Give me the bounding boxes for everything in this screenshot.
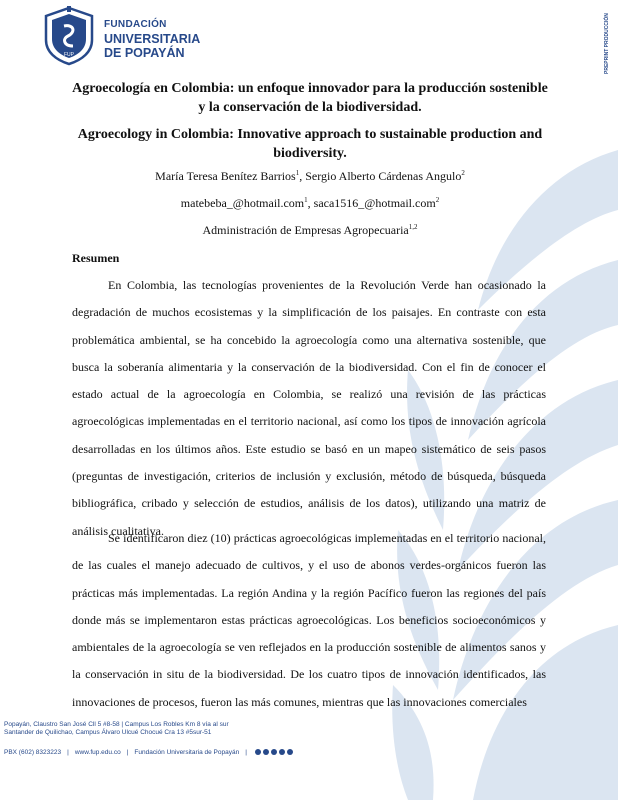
resumen-heading: Resumen [72,251,120,265]
email-1[interactable]: matebeba_@hotmail.com [180,196,305,210]
footer-address-1: Popayán, Claustro San José Cll 5 #8-58 | Campus Los Robles Km 8 vía al sur [4,721,229,728]
email-1-sup: 1 [304,196,308,204]
emails-line [70,196,550,211]
social-icon[interactable] [287,749,293,755]
footer-org: Fundación Universitaria de Popayán [134,749,240,756]
email-2[interactable]: saca1516_@hotmail.com [313,196,436,210]
affiliation-line [70,223,550,238]
footer-website-link[interactable]: www.fup.edu.co [74,749,121,756]
footer-address [4,721,564,737]
title-spanish: Agroecología en Colombia: un enfoque innovador para la producción sostenible y la conservación de la biodiversidad. [72,81,548,115]
social-icon[interactable] [271,749,277,755]
logo-line-1: FUNDACIÓN [104,19,167,30]
emails-separator: , [307,196,314,210]
shield-icon [40,6,98,66]
footer-contact-bar [4,749,564,756]
logo-line-2: UNIVERSITARIA [104,32,201,46]
footer-phone: PBX (602) 8323223 [4,749,62,756]
social-icon[interactable] [263,749,269,755]
footer-address-2: Santander de Quilichao, Campus Álvaro Ulcué Chocué Cra 13 #5sur-51 [4,729,212,736]
author-1: María Teresa Benítez Barrios [155,169,296,183]
side-tag: PREPRINT PRODUCCIÓN [604,13,610,74]
logo-wordmark [104,18,200,60]
authors-separator: , [299,169,306,183]
university-logo [40,6,240,64]
social-icon[interactable] [255,749,261,755]
author-1-sup: 1 [295,169,300,177]
affiliation-sup: 1,2 [408,223,418,231]
shield-label: FUP [64,52,74,58]
footer-separator: | [67,749,69,756]
affiliation-text: Administración de Empresas Agropecuaria [202,223,409,237]
abstract-paragraph-1: En Colombia, las tecnologías provenientes de la Revolución Verde han ocasionado la degradación de muchos ecosistemas y la simplificación de los paisajes. En contraste con esta problemática ambiental, se ha concebido la agroecología como una alternativa sostenible, que busca la soberanía alimentaria y la conservación de la biodiversidad. Con el fin de conocer el estado actual de la agroecología en Colombia, se realizó una revisión de las prácticas agroecológicas implementadas en el territorio nacional, así como los tipos de innovación agrícola desarrolladas en los últimos años. Este estudio se basó en un mapeo sistemático de seis pasos (preguntas de investigación, criterios de inclusión y exclusión, método de búsqueda, búsqueda bibliográfica, cribado y selección de estudios, análisis de los datos), utilizando una matriz de análisis cualitativa. [72,278,546,538]
footer-separator: | [126,749,129,756]
author-2: Sergio Alberto Cárdenas Angulo [305,169,462,183]
title-english: Agroecology in Colombia: Innovative approach to sustainable production and biodiversity. [77,127,543,161]
footer-separator: | [245,749,247,756]
abstract-paragraph-2: Se identificaron diez (10) prácticas agroecológicas implementadas en el territorio nacional, de las cuales el manejo adecuado de cultivos, y el uso de abonos verdes-orgánicos fueron las prácticas más implementadas. La región Andina y la región Pacífico fueron las regiones del país donde más se implementaron estas prácticas agroecológicas. Los beneficios socioeconómicos y ambientales de la agroecología se ven reflejados en la producción sostenible de alimentos sanos y la conservación in situ de la biodiversidad. De los cuatro tipos de innovación identificados, las innovaciones de procesos, fueron las más comunes, mientras que las innovaciones comerciales [72,531,546,709]
social-icon[interactable] [279,749,285,755]
author-2-sup: 2 [461,169,465,177]
email-2-sup: 2 [435,196,440,204]
authors-line [70,169,550,184]
logo-line-3: DE POPAYÁN [104,46,185,60]
